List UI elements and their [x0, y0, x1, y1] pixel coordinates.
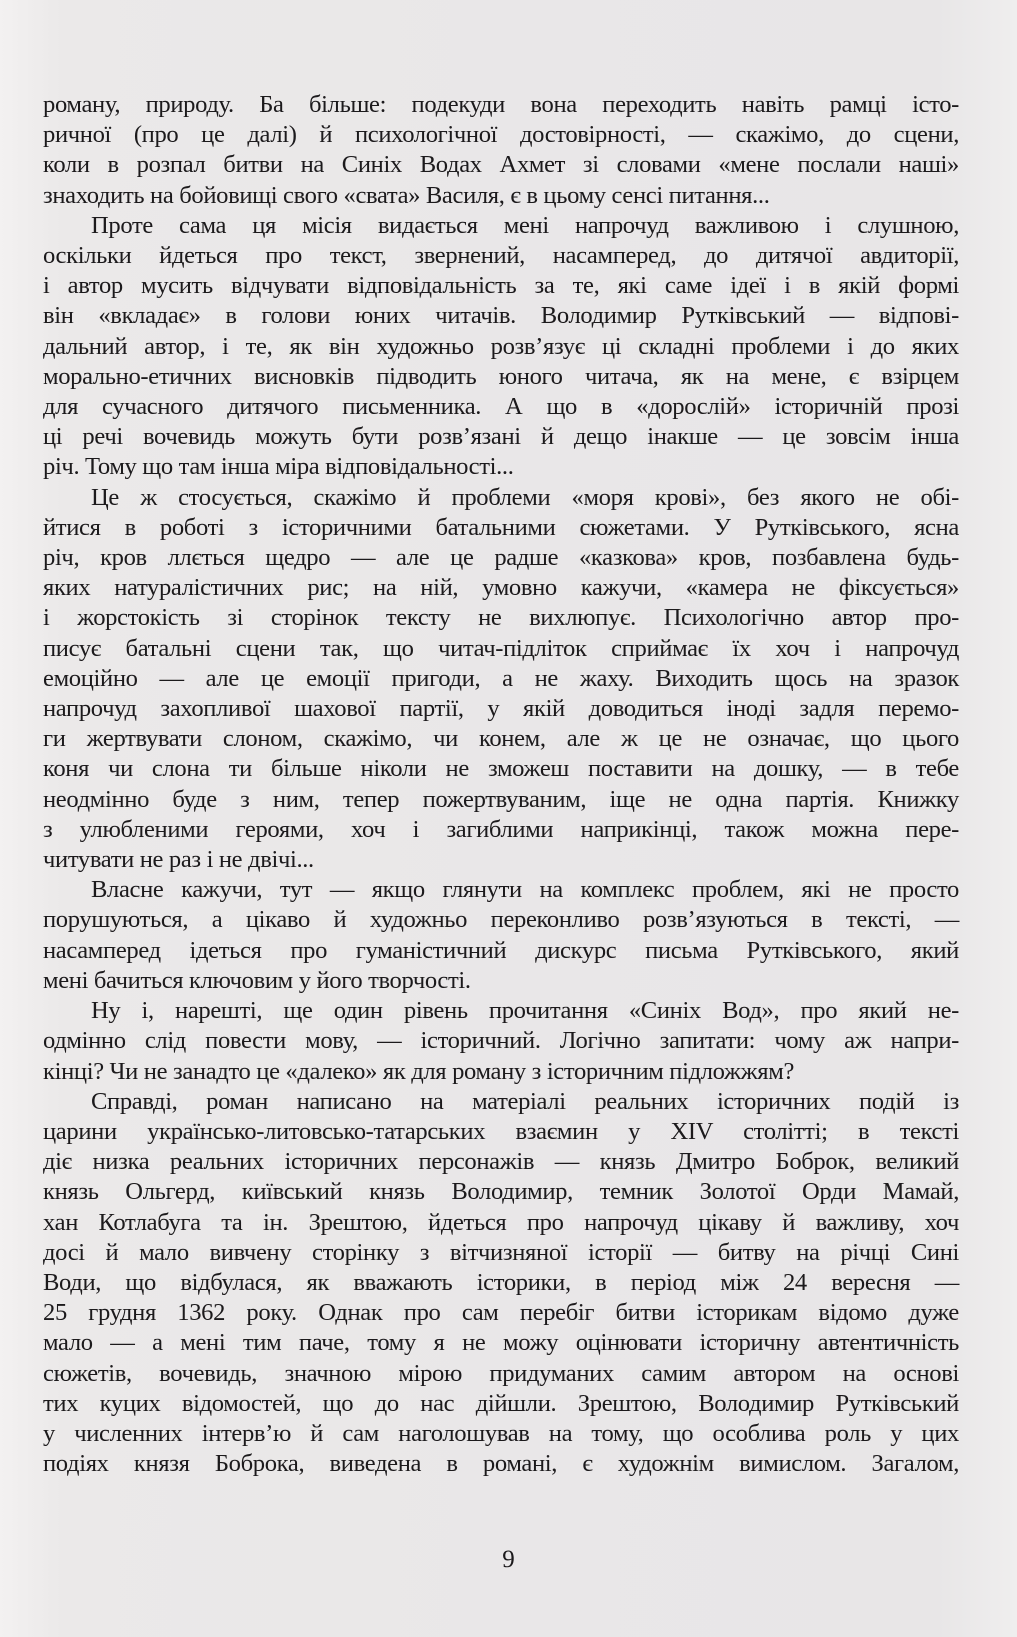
text-line: кінці? Чи не занадто це «далеко» як для роману з історичним підложжям?	[43, 1057, 795, 1085]
text-line: діє низка реальних історичних персонажів — князь Дмитро Боброк, великий	[43, 1148, 959, 1176]
text-line: тих куцих відомостей, що до нас дійшли. Зрештою, Володимир Рутківський	[43, 1389, 959, 1417]
text-line: Справді, роман написано на матеріалі реальних історичних подій із	[91, 1087, 959, 1115]
text-line: одмінно слід повести мову, — історичний. Логічно запитати: чому аж напри-	[43, 1027, 959, 1055]
text-line: роману, природу. Ба більше: подекуди вона переходить навіть рамці істо-	[43, 91, 959, 118]
text-line: морально-етичних висновків підводить юного читача, як на мене, є взірцем	[43, 362, 959, 390]
text-line: царини українсько-литовсько-татарських взаємин у XIV столітті; в тексті	[43, 1117, 959, 1145]
text-line: Проте сама ця місія видається мені напрочуд важливою і слушною,	[91, 211, 959, 239]
text-line: він «вкладає» в голови юних читачів. Володимир Рутківський — відпові-	[43, 302, 959, 330]
text-line: хан Котлабуга та ін. Зрештою, йдеться про напрочуд цікаву й важливу, хоч	[43, 1208, 959, 1236]
text-line: коня чи слона ти більше ніколи не зможеш поставити на дошку, — в тебе	[43, 755, 959, 783]
text-line: мало — а мені тим паче, тому я не можу оцінювати історичну автентичність	[43, 1329, 959, 1357]
text-line: знаходить на бойовищі свого «свата» Василя, є в цьому сенсі питання...	[43, 181, 770, 209]
text-line: для сучасного дитячого письменника. А що в «дорослій» історичній прозі	[43, 393, 959, 421]
text-line: ці речі вочевидь можуть бути розв’язані й дещо інакше — це зовсім інша	[43, 423, 959, 451]
page-number: 9	[502, 1546, 515, 1573]
text-line: емоційно — але це емоції пригоди, а не жаху. Виходить щось на зразок	[43, 664, 959, 692]
paragraph-1	[43, 90, 959, 211]
text-line: Це ж стосується, скажімо й проблеми «моря крові», без якого не обі-	[91, 483, 959, 511]
text-line: у численних інтерв’ю й сам наголошував на тому, що особлива роль у цих	[43, 1419, 959, 1447]
text-line: Власне кажучи, тут — якщо глянути на комплекс проблем, які не просто	[91, 876, 959, 904]
text-line: дальний автор, і те, як він художньо розв’язує ці складні проблеми і до яких	[43, 332, 959, 360]
text-line: подіях князя Боброка, виведена в романі, є художнім вимислом. Загалом,	[43, 1450, 959, 1478]
page-body	[43, 90, 959, 1479]
text-line: сюжетів, вочевидь, значною мірою придуманих самим автором на основі	[43, 1359, 959, 1387]
text-line: Ну і, нарешті, ще один рівень прочитання «Синіх Вод», про який не-	[91, 997, 959, 1025]
text-line: річ, кров ллється щедро — але це радше «казкова» кров, позбавлена будь-	[43, 544, 959, 572]
text-line: і автор мусить відчувати відповідальність за те, які саме ідеї і в якій формі	[43, 272, 959, 300]
text-line: читувати не раз і не двічі...	[43, 846, 314, 874]
paragraph-3	[43, 483, 959, 876]
text-line: 25 грудня 1362 року. Однак про сам перебіг битви історикам відомо дуже	[43, 1299, 959, 1327]
text-line: ричної (про це далі) й психологічної достовірності, — скажімо, до сцени,	[43, 121, 959, 149]
text-line: яких натуралістичних рис; на ній, умовно кажучи, «камера не фіксується»	[43, 574, 959, 602]
paragraph-4	[43, 875, 959, 996]
text-line: ги жертвувати слоном, скажімо, чи конем, але ж це не означає, що цього	[43, 725, 959, 753]
text-line: йтися в роботі з історичними батальними сюжетами. У Рутківського, ясна	[43, 513, 959, 541]
text-line: насамперед ідеться про гуманістичний дискурс письма Рутківського, який	[43, 936, 959, 964]
text-line: Води, що відбулася, як вважають історики, в період між 24 вересня —	[43, 1268, 959, 1296]
text-line: неодмінно буде з ним, тепер пожертвуваним, іще не одна партія. Книжку	[43, 785, 959, 813]
text-line: досі й мало вивчену сторінку з вітчизняної історії — битву на річці Сині	[43, 1238, 959, 1266]
text-line: і жорстокість зі сторінок тексту не вихлюпує. Психологічно автор про-	[43, 604, 959, 632]
paragraph-6	[43, 1087, 959, 1480]
text-line: з улюбленими героями, хоч і загиблими наприкінці, також можна пере-	[43, 815, 959, 843]
paragraph-2	[43, 211, 959, 483]
text-line: напрочуд захопливої шахової партії, у якій доводиться іноді задля перемо-	[43, 695, 959, 723]
text-line: мені бачиться ключовим у його творчості.	[43, 966, 471, 994]
text-line: коли в розпал битви на Синіх Водах Ахмет зі словами «мене послали наші»	[43, 151, 959, 179]
paragraph-5	[43, 996, 959, 1087]
text-line: князь Ольгерд, київський князь Володимир, темник Золотої Орди Мамай,	[43, 1178, 959, 1206]
text-line: оскільки йдеться про текст, звернений, насамперед, до дитячої авдиторії,	[43, 242, 959, 270]
text-line: річ. Тому що там інша міра відповідальності...	[43, 453, 514, 481]
text-line: писує батальні сцени так, що читач-підліток сприймає їх хоч і напрочуд	[43, 634, 959, 662]
text-line: порушуються, а цікаво й художньо переконливо розв’язуються в тексті, —	[43, 906, 959, 934]
